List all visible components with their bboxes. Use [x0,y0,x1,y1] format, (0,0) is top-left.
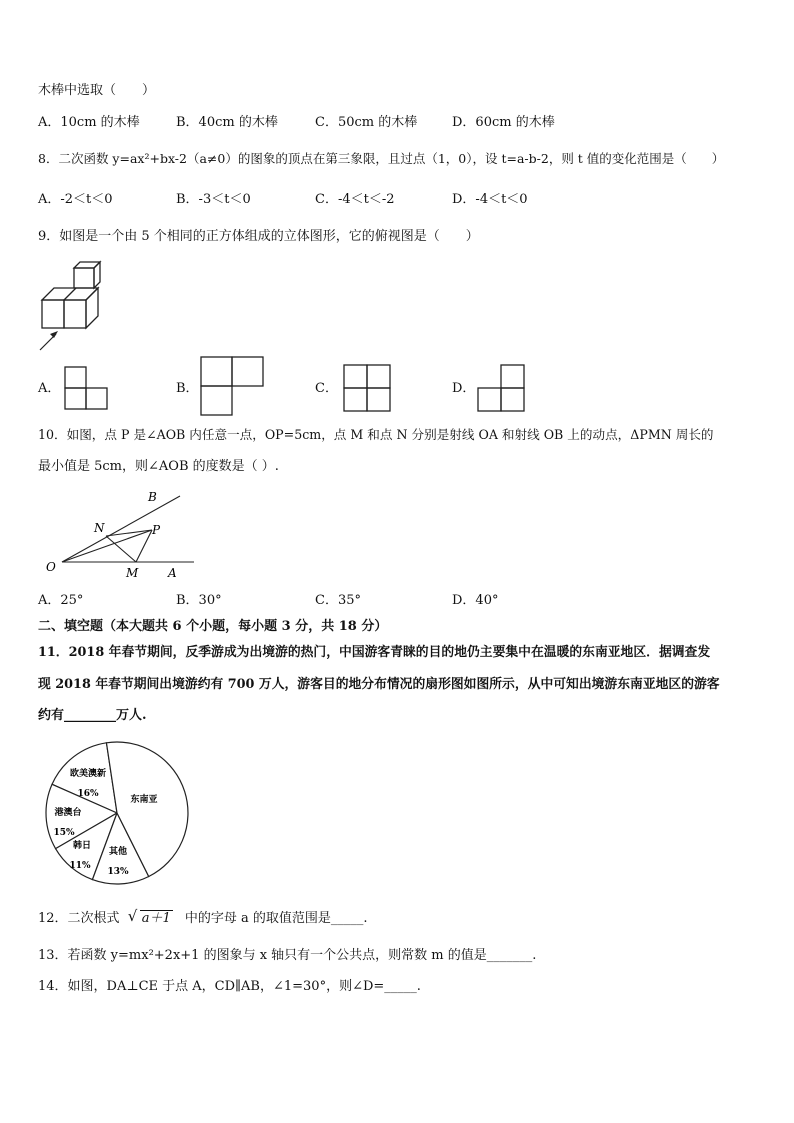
q9-option-d-figure [477,364,525,412]
sqrt-icon: √ [127,907,138,925]
section2-heading: 二、填空题（本大题共 6 个小题，每小题 3 分，共 18 分） [38,619,388,634]
q10-option-a: A．25° [38,593,84,608]
q7-option-c: C．50cm 的木棒 [315,115,418,130]
q9-option-d-label: D． [452,381,476,396]
q10-option-c: C．35° [315,593,361,608]
q7-stem-tail: 木棒中选取（ ） [38,83,156,98]
q8-option-a: A．-2＜t＜0 [38,192,113,207]
pie-percent-1: 15% [53,828,75,838]
label-M: M [126,566,139,580]
pie-label-0: 欧美澳新 [69,769,107,779]
q11-line2: 现 2018 年春节期间出境游约有 700 万人，游客目的地分布情况的扇形图如图所示，从中可知出境游东南亚地区的游客 [38,677,720,692]
q9-option-a-figure [64,366,108,410]
q10-option-b: B．30° [176,593,222,608]
q9-option-a-label: A． [38,381,61,396]
q9-option-c-label: C． [315,381,338,396]
label-N: N [94,521,105,535]
q7-option-a: A．10cm 的木棒 [38,115,140,130]
pie-label-2: 韩日 [72,841,92,851]
q7-option-b: B．40cm 的木棒 [176,115,278,130]
label-A: A [168,566,177,580]
q7-option-d: D．60cm 的木棒 [452,115,555,130]
q12-suffix: 中的字母 a 的取值范围是_____. [184,911,368,926]
pie-label-1: 港澳台 [54,808,82,818]
q9-option-b-label: B． [176,381,199,396]
pie-percent-0: 16% [77,789,99,799]
pie-percent-3: 13% [107,867,129,877]
q9-option-b-figure [200,356,264,416]
label-O: O [46,560,56,574]
q11-line3: 约有________万人. [38,708,147,723]
label-B: B [148,490,157,504]
q11-pie-chart [44,740,190,886]
q11-line1: 11．2018 年春节期间，反季游成为出境游的热门，中国游客青睐的目的地仍主要集中在温暖的东南亚地区．据调查发 [38,645,711,660]
q8-stem: 8．二次函数 y=ax²+bx-2（a≠0）的图象的顶点在第三象限，且过点（1，0），设 t=a-b-2，则 t 值的变化范围是（ ） [38,151,725,166]
q12-radicand: a＋1 [141,911,171,926]
q9-stem: 9．如图是一个由 5 个相同的正方体组成的立体图形，它的俯视图是（ ） [38,229,479,244]
q12-line [38,907,368,927]
q9-option-c-figure [343,364,391,412]
q10-stem-line1: 10．如图，点 P 是∠AOB 内任意一点，OP=5cm，点 M 和点 N 分别是射线 OA 和射线 OB 上的动点，ΔPMN 周长的 [38,427,714,442]
q8-option-b: B．-3＜t＜0 [176,192,251,207]
q10-angle-figure [40,488,200,584]
q12-sqrt [127,907,173,927]
q9-solid-figure [36,258,116,354]
q14-stem: 14．如图，DA⊥CE 于点 A，CD∥AB，∠1=30°，则∠D=_____. [38,979,421,994]
q10-stem-line2: 最小值是 5cm，则∠AOB 的度数是（ ）. [38,459,279,474]
label-P: P [152,523,161,537]
q8-option-d: D．-4＜t＜0 [452,192,528,207]
pie-percent-2: 11% [69,861,91,871]
q8-option-c: C．-4＜t＜-2 [315,192,395,207]
q12-prefix: 12．二次根式 [38,911,120,926]
q13-stem: 13．若函数 y=mx²+2x+1 的图象与 x 轴只有一个公共点，则常数 m 的值是_______. [38,948,537,963]
pie-label-3: 其他 [108,847,128,857]
q10-option-d: D．40° [452,593,499,608]
pie-label-4: 东南亚 [130,795,158,805]
